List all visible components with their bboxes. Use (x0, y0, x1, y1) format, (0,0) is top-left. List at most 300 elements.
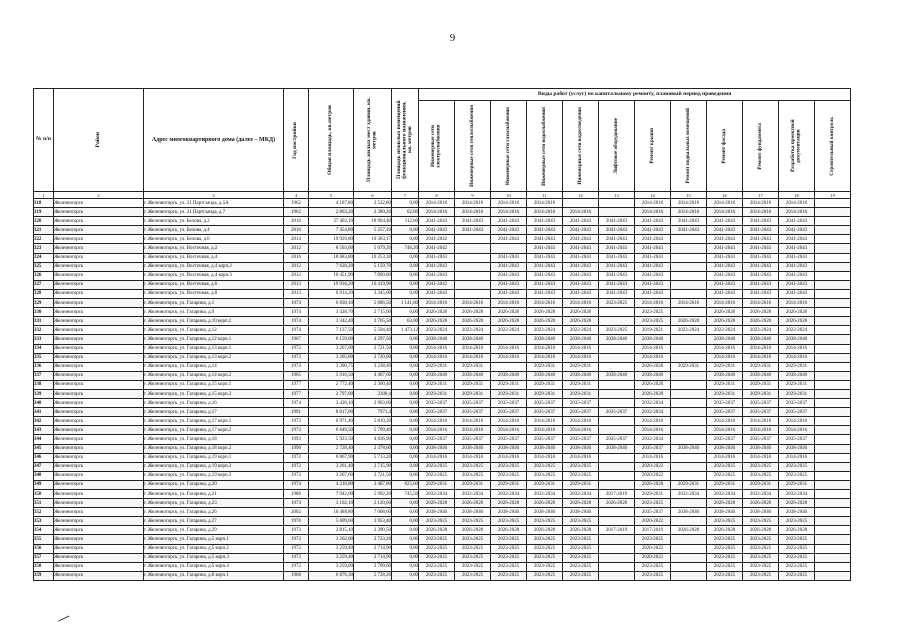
table-cell: 2 390,50 (354, 526, 392, 535)
col-design-header: Разработка проектной документации (779, 101, 815, 192)
table-cell: 2026-2028 (419, 499, 455, 508)
table-cell: 2014-2016 (743, 453, 779, 462)
table-cell: 1993 (284, 435, 309, 444)
table-cell: 2041-2043 (419, 262, 455, 271)
table-cell: 2035-2037 (779, 399, 815, 408)
table-cell: 2014-2016 (635, 453, 671, 462)
table-cell: 2038-2040 (743, 371, 779, 380)
table-cell: 2023-2025 (599, 299, 635, 308)
table-cell (815, 253, 851, 262)
table-cell: 0,00 (392, 399, 419, 408)
table-cell: 2023-2025 (743, 571, 779, 580)
page-number: 9 (449, 32, 456, 44)
table-cell: 7 800,80 (354, 271, 392, 280)
table-cell (815, 444, 851, 453)
table-cell: 2014-2016 (491, 344, 527, 353)
table-cell: 4 836,90 (354, 435, 392, 444)
table-cell: 2023-2025 (743, 535, 779, 544)
table-cell: 63,00 (392, 317, 419, 326)
table-cell: 2023-2025 (707, 571, 743, 580)
col-electric-header: Инженерные сети электроснабжения (419, 101, 455, 192)
table-cell (671, 453, 707, 462)
table-cell: 2023-2025 (563, 562, 599, 571)
table-cell: 2032-2034 (671, 490, 707, 499)
table-cell: 2 720,00 (354, 353, 392, 362)
table-cell (815, 544, 851, 553)
table-cell: 6 830,10 (309, 299, 354, 308)
table-cell: Железногорск (54, 535, 144, 544)
table-cell: 2041-2043 (707, 235, 743, 244)
table-cell (599, 353, 635, 362)
table-cell: 2023-2025 (779, 517, 815, 526)
table-cell: 10 488,80 (309, 508, 354, 517)
table-cell: 2023-2025 (743, 553, 779, 562)
table-cell: 2023-2025 (527, 462, 563, 471)
table-cell: 2026-2028 (671, 317, 707, 326)
table-cell: 2014-2016 (419, 208, 455, 217)
table-cell (815, 535, 851, 544)
table-cell: г. Железногорск, ул. Белова, д.6 (144, 235, 284, 244)
table-cell: 2041-2043 (491, 271, 527, 280)
table-row (34, 280, 851, 289)
table-cell: 2023-2025 (455, 462, 491, 471)
table-cell: Железногорск (54, 326, 144, 335)
table-cell: 2029-2031 (707, 362, 743, 371)
col-year-header: Год постройки (284, 89, 309, 192)
table-cell: 2041-2043 (599, 244, 635, 253)
table-cell: 2029-2031 (743, 480, 779, 489)
column-numbers-row (34, 192, 851, 199)
table-cell: 2041-2043 (599, 262, 635, 271)
table-cell: 2035-2037 (419, 435, 455, 444)
table-cell (815, 426, 851, 435)
table-cell (815, 362, 851, 371)
table-cell: 2 728,40 (309, 444, 354, 453)
table-cell: 2022-2024 (455, 326, 491, 335)
table-cell: 1972 (284, 535, 309, 544)
table-cell (671, 235, 707, 244)
table-cell: 2041-2043 (599, 226, 635, 235)
table-cell: Железногорск (54, 435, 144, 444)
table-cell: 2014-2016 (563, 208, 599, 217)
table-cell (455, 253, 491, 262)
table-cell: г. Железногорск, ул. Гагарина, д.15 корп.2 (144, 389, 284, 398)
column-number: 9 (455, 192, 491, 199)
table-cell: 2029-2031 (491, 480, 527, 489)
table-row (34, 417, 851, 426)
table-cell (815, 335, 851, 344)
table-cell: 2029-2031 (707, 380, 743, 389)
table-cell (815, 517, 851, 526)
table-cell: 2029-2031 (563, 480, 599, 489)
table-cell: 2026-2028 (707, 308, 743, 317)
table-cell: 2038-2040 (779, 444, 815, 453)
table-cell (599, 517, 635, 526)
table-cell: 2023-2025 (779, 562, 815, 571)
table-cell: 2038-2040 (779, 335, 815, 344)
table-cell: 2041-2043 (707, 289, 743, 298)
col-sewer-header: Инженерные сети водоотведения (563, 101, 599, 192)
col-num-header: № п/п (34, 89, 54, 192)
pen-mark (58, 616, 70, 623)
column-number: 19 (815, 192, 851, 199)
table-cell: 2023-2025 (527, 535, 563, 544)
table-cell (671, 426, 707, 435)
table-cell: 2032-2034 (743, 490, 779, 499)
table-cell: 1972 (284, 553, 309, 562)
table-cell: 2029-2031 (707, 480, 743, 489)
table-cell (599, 453, 635, 462)
table-cell: 1972 (284, 426, 309, 435)
table-cell: Железногорск (54, 253, 144, 262)
table-cell (815, 399, 851, 408)
table-cell: 1991 (284, 408, 309, 417)
table-cell: г. Железногорск, ул. Гагарина, д.13 корп.2 (144, 353, 284, 362)
table-cell: 2023-2025 (419, 544, 455, 553)
table-cell: 2014-2016 (779, 199, 815, 208)
table-cell: Железногорск (54, 508, 144, 517)
table-cell: 2014-2016 (563, 353, 599, 362)
table-row (34, 544, 851, 553)
table-cell (671, 380, 707, 389)
table-cell: 1972 (284, 471, 309, 480)
table-cell (815, 280, 851, 289)
col-total-area-header: Общая площадь, кв.метров (309, 89, 354, 192)
table-cell: 2023-2025 (455, 571, 491, 580)
table-cell: 355 (34, 535, 54, 544)
table-cell: 2 797,00 (309, 389, 354, 398)
table-cell: г. Железногорск, ул. Гагарина, д.12 корп.1 (144, 335, 284, 344)
table-cell: 1965 (284, 371, 309, 380)
table-cell: 2029-2031 (455, 480, 491, 489)
table-cell: 321 (34, 226, 54, 235)
table-cell: Железногорск (54, 362, 144, 371)
table-cell (491, 244, 527, 253)
table-cell: 2041-2043 (527, 244, 563, 253)
table-cell: г. Железногорск, ул. Гагарина, д.5 корп.4 (144, 562, 284, 571)
column-number: 7 (392, 192, 419, 199)
table-cell: 2026-2028 (419, 308, 455, 317)
table-row (34, 526, 851, 535)
table-cell: 7 137,50 (309, 326, 354, 335)
table-cell: 2023-2025 (419, 553, 455, 562)
table-cell: 3 267,60 (309, 471, 354, 480)
table-cell: 1 473,12 (392, 326, 419, 335)
table-cell: 1 141,60 (392, 299, 419, 308)
table-cell: 346 (34, 453, 54, 462)
table-cell: Железногорск (54, 335, 144, 344)
table-cell (599, 535, 635, 544)
table-cell: 2014-2016 (455, 426, 491, 435)
table-row (34, 326, 851, 335)
table-row (34, 426, 851, 435)
table-cell: 5 810,20 (354, 417, 392, 426)
table-cell: 2041-2043 (779, 244, 815, 253)
col-address-header: Адрес многоквартирного дома (далее – МКД) (144, 89, 284, 192)
table-cell: 325 (34, 262, 54, 271)
table-cell: 2041-2043 (779, 235, 815, 244)
table-cell: 2014 (284, 235, 309, 244)
table-cell: 2029-2031 (779, 380, 815, 389)
table-cell: 2035-2037 (419, 408, 455, 417)
table-cell (671, 244, 707, 253)
table-cell (815, 508, 851, 517)
table-row (34, 389, 851, 398)
table-cell: 1972 (284, 353, 309, 362)
table-cell: 2026-2028 (599, 499, 635, 508)
table-row (34, 499, 851, 508)
table-cell: 2041-2043 (707, 226, 743, 235)
table-cell: 2014-2016 (779, 344, 815, 353)
table-cell: 2035-2037 (563, 399, 599, 408)
table-cell: 2014-2016 (527, 344, 563, 353)
table-cell: 2023-2025 (635, 562, 671, 571)
table-cell: 336 (34, 362, 54, 371)
table-cell: 2014-2016 (743, 199, 779, 208)
table-cell: г. Железногорск, ул. Гагарина, д.17 корп.1 (144, 417, 284, 426)
table-cell: 2041-2043 (635, 235, 671, 244)
table-cell: 2035-2037 (563, 435, 599, 444)
table-cell: 337 (34, 371, 54, 380)
table-cell: 2026-2028 (491, 499, 527, 508)
table-cell: 0,00 (392, 444, 419, 453)
table-cell: 2023-2025 (707, 562, 743, 571)
table-cell: Железногорск (54, 199, 144, 208)
table-cell: 2041-2043 (671, 217, 707, 226)
table-cell: 2014-2016 (779, 426, 815, 435)
table-cell: 354 (34, 526, 54, 535)
table-cell: 2035-2037 (635, 444, 671, 453)
table-cell: 2016 (284, 217, 309, 226)
table-row (34, 235, 851, 244)
column-number: 16 (707, 192, 743, 199)
table-cell: 2022-2024 (779, 326, 815, 335)
table-cell: 2014-2016 (707, 353, 743, 362)
table-cell: 0,00 (392, 353, 419, 362)
table-cell: 2041-2043 (527, 235, 563, 244)
table-cell: г. Железногорск, ул. Гагарина, д.23 (144, 499, 284, 508)
table-cell: 4 218,80 (309, 480, 354, 489)
table-cell: 2026-2028 (743, 526, 779, 535)
table-cell: 2014-2016 (635, 426, 671, 435)
table-cell: 2022-2024 (491, 326, 527, 335)
table-cell: 2041-2043 (563, 235, 599, 244)
table-cell: 2041-2043 (635, 253, 671, 262)
col-basement-header: Ремонт подвальных помещений (671, 101, 707, 192)
table-cell: 7 942,00 (309, 490, 354, 499)
table-cell: 2023-2025 (743, 562, 779, 571)
table-cell: 2041-2043 (599, 289, 635, 298)
col-gas-header: Инженерные сети газоснабжения (491, 101, 527, 192)
table-cell: 2038-2040 (599, 371, 635, 380)
table-cell: 2041-2043 (779, 253, 815, 262)
table-cell: 2023-2025 (779, 553, 815, 562)
table-cell: 1974 (284, 362, 309, 371)
table-cell: 825,60 (392, 480, 419, 489)
table-cell: 0,00 (392, 362, 419, 371)
table-cell (671, 553, 707, 562)
table-cell: 4 467,60 (354, 371, 392, 380)
table-header (34, 89, 851, 199)
table-cell (671, 471, 707, 480)
table-cell (671, 353, 707, 362)
table-cell: 352 (34, 508, 54, 517)
table-cell: 0,00 (392, 471, 419, 480)
table-cell: 2012 (284, 271, 309, 280)
table-cell: 1962 (284, 208, 309, 217)
table-cell: 2023-2025 (491, 553, 527, 562)
table-row (34, 299, 851, 308)
table-cell: 3 262,00 (309, 535, 354, 544)
table-cell: г. Железногорск, ул. Восточная, д.4 корп.2 (144, 262, 284, 271)
table-cell: 2014-2016 (743, 353, 779, 362)
table-cell: 2023-2025 (599, 326, 635, 335)
table-cell: 2014-2016 (743, 344, 779, 353)
table-cell (599, 553, 635, 562)
table-cell: 0,00 (392, 262, 419, 271)
table-cell: 5 728,20 (354, 571, 392, 580)
column-number: 18 (779, 192, 815, 199)
table-cell: г. Железногорск, ул. Восточная, д.6 (144, 280, 284, 289)
table-cell (671, 344, 707, 353)
table-cell (671, 499, 707, 508)
table-cell: 2023-2025 (743, 544, 779, 553)
table-cell: 10 253,30 (354, 253, 392, 262)
table-cell: 10 451,90 (309, 271, 354, 280)
table-cell: 2026-2028 (779, 526, 815, 535)
table-cell: 2041-2043 (707, 262, 743, 271)
table-cell: 2029-2031 (743, 362, 779, 371)
table-cell: 5 713,20 (354, 453, 392, 462)
table-cell: 2041-2043 (491, 289, 527, 298)
table-cell: 2041-2043 (419, 271, 455, 280)
table-cell (599, 417, 635, 426)
table-cell: 5 686,50 (354, 299, 392, 308)
table-cell: 2014-2016 (779, 453, 815, 462)
table-cell (671, 562, 707, 571)
table-cell (671, 399, 707, 408)
table-cell: 2014-2016 (527, 208, 563, 217)
table-cell: г. Железногорск, ул. Гагарина, д.26 (144, 508, 284, 517)
table-cell: 2041-2043 (635, 262, 671, 271)
table-cell: 2 709,60 (354, 562, 392, 571)
table-cell: г. Железногорск, ул. Гагарина, д.9 (144, 308, 284, 317)
table-cell: 2041-2043 (671, 226, 707, 235)
table-cell: 2014-2016 (527, 353, 563, 362)
table-cell: г. Железногорск, ул. Гагарина, д.12 (144, 326, 284, 335)
table-cell: 1976 (284, 517, 309, 526)
table-cell: 2041-2043 (563, 262, 599, 271)
table-cell (563, 199, 599, 208)
table-cell (599, 344, 635, 353)
table-cell: 2026-2028 (491, 317, 527, 326)
col-living-area-header: Площадь жилых мест здания, кв. метров (354, 89, 392, 192)
table-cell: 2014-2016 (491, 453, 527, 462)
table-cell: 1977 (284, 389, 309, 398)
table-cell: 2026-2028 (707, 317, 743, 326)
table-cell: 2014-2016 (563, 453, 599, 462)
table-cell: 347 (34, 462, 54, 471)
table-cell (671, 535, 707, 544)
table-cell: 2029-2031 (527, 480, 563, 489)
table-cell: Железногорск (54, 262, 144, 271)
table-cell: 2014-2016 (491, 426, 527, 435)
table-cell: Железногорск (54, 244, 144, 253)
table-cell: 2038-2040 (527, 371, 563, 380)
table-cell: 2 522,80 (354, 199, 392, 208)
table-cell: 2020-2022 (635, 462, 671, 471)
table-row (34, 308, 851, 317)
table-cell: 2035-2037 (599, 435, 635, 444)
table-cell (599, 399, 635, 408)
table-cell: 10 363,17 (354, 235, 392, 244)
table-cell: 2041-2043 (743, 235, 779, 244)
table-cell (599, 544, 635, 553)
table-cell: 1972 (284, 417, 309, 426)
table-cell (815, 380, 851, 389)
table-cell: 356 (34, 544, 54, 553)
table-cell: 2041-2043 (527, 289, 563, 298)
table-cell: 0,00 (392, 553, 419, 562)
table-cell (599, 508, 635, 517)
table-cell: Железногорск (54, 544, 144, 553)
table-row (34, 471, 851, 480)
table-cell: Железногорск (54, 453, 144, 462)
table-cell: Железногорск (54, 399, 144, 408)
table-cell: 2035-2037 (419, 399, 455, 408)
table-cell: 7971,4 (354, 408, 392, 417)
table-cell (455, 289, 491, 298)
table-cell: 2014-2016 (527, 199, 563, 208)
table-cell: 2014-2016 (635, 353, 671, 362)
table-cell (491, 362, 527, 371)
table-cell: 2023-2025 (455, 562, 491, 571)
table-cell (671, 408, 707, 417)
table-cell: 2014-2016 (419, 453, 455, 462)
table-cell: 3 345,00 (354, 289, 392, 298)
table-cell: 2023-2025 (527, 553, 563, 562)
table-cell: 2029-2031 (743, 380, 779, 389)
table-cell: 342 (34, 417, 54, 426)
table-cell: 350 (34, 490, 54, 499)
table-cell: 340 (34, 399, 54, 408)
table-cell: 2023-2025 (707, 471, 743, 480)
table-cell (671, 371, 707, 380)
table-row (34, 508, 851, 517)
table-cell: 2023-2025 (419, 517, 455, 526)
table-cell: 326 (34, 271, 54, 280)
table-cell: 2023-2025 (527, 517, 563, 526)
table-cell: 2035-2037 (743, 435, 779, 444)
col-foundation-header: Ремонт фундамента (743, 101, 779, 192)
table-cell: 2 772,40 (309, 380, 354, 389)
table-cell: 2012 (284, 262, 309, 271)
column-number: 10 (491, 192, 527, 199)
table-cell: 0,00 (392, 389, 419, 398)
table-cell: 1972 (284, 562, 309, 571)
table-cell: 745,50 (392, 490, 419, 499)
table-cell: 2014-2016 (743, 208, 779, 217)
table-cell: 2023-2025 (527, 471, 563, 480)
table-cell: 343 (34, 426, 54, 435)
table-cell: 6 971,40 (309, 417, 354, 426)
table-cell (599, 208, 635, 217)
table-cell: 2029-2031 (527, 362, 563, 371)
table-cell: 2026-2028 (707, 526, 743, 535)
table-cell: 2035-2037 (707, 408, 743, 417)
table-cell: 2032-2034 (491, 490, 527, 499)
table-cell: 2016 (284, 253, 309, 262)
